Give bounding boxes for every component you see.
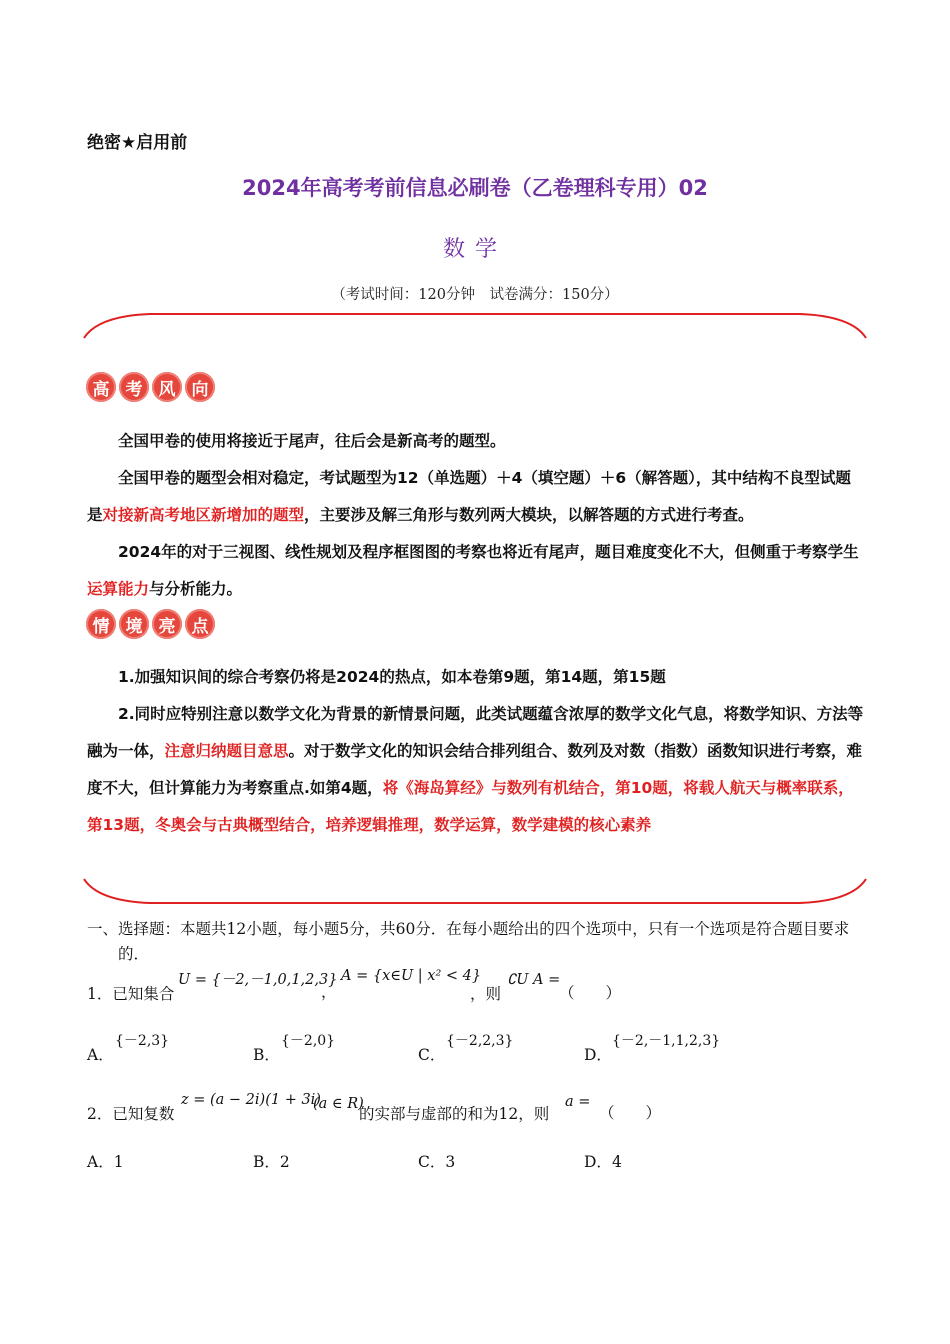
- math-complex-expr: z = (a − 2i)(1 + 3i): [181, 1092, 321, 1108]
- highlight-text: 运算能力: [87, 580, 150, 598]
- question-stem: 1．已知集合: [87, 985, 175, 1003]
- question-2: [87, 1092, 877, 1128]
- badge-char: 情: [86, 609, 116, 639]
- question-text: 的实部与虚部的和为12，则: [359, 1105, 550, 1123]
- badge-char: 风: [152, 372, 182, 402]
- trend-paragraph-1: 全国甲卷的使用将接近于尾声，往后会是新高考的题型。: [118, 432, 506, 450]
- question-text: ，则: [470, 985, 502, 1003]
- badge-char: 高: [86, 372, 116, 402]
- highlight-text: 对接新高考地区新增加的题型: [102, 506, 305, 524]
- highlights-section: [87, 659, 865, 844]
- badge-char: 境: [119, 609, 149, 639]
- confidential-label: 绝密★启用前: [87, 133, 188, 153]
- highlight-text: 将《海岛算经》与数列有机结合，第10题，将载人航天与概率联系，第13题，冬奥会与古典概型结合，培养逻辑推理，数学运算，数学建模的核心素养: [87, 779, 854, 834]
- section-badge-highlights: [86, 609, 215, 639]
- badge-char: 向: [185, 372, 215, 402]
- top-arc-divider: [80, 308, 870, 344]
- subject-title: 数学: [442, 237, 507, 262]
- question-1-options: A． {－2,3} B． {－2,0} C． {－2,2,3} D． {－2,－1,1,2,3}: [87, 1033, 721, 1064]
- question-stem: 2．已知复数: [87, 1105, 175, 1123]
- bottom-arc-divider: [80, 873, 870, 909]
- exam-info: （考试时间：120分钟 试卷满分：150分）: [331, 287, 619, 303]
- page-title: 2024年高考考前信息必刷卷（乙卷理科专用）02: [242, 176, 708, 200]
- badge-char: 亮: [152, 609, 182, 639]
- option-a[interactable]: A．1: [87, 1153, 124, 1171]
- option-b[interactable]: B．2: [253, 1153, 290, 1171]
- option-d[interactable]: D．4: [584, 1153, 622, 1171]
- question-1: [87, 968, 877, 1006]
- badge-char: 点: [185, 609, 215, 639]
- math-set-a: A = {x∈U | x² < 4}: [341, 968, 482, 984]
- math-complement: ∁U A =: [507, 972, 561, 988]
- punctuation: ，: [321, 983, 337, 1001]
- option-c[interactable]: C．3: [418, 1153, 456, 1171]
- highlight-text: 注意归纳题目意思: [164, 742, 289, 760]
- answer-paren: （ ）: [599, 1104, 662, 1122]
- part1-heading: 一、选择题：本题共12小题，每小题5分，共60分．在每小题给出的四个选项中，只有一个选项是符合题目要求的．: [87, 920, 850, 963]
- trend-section: [87, 423, 865, 608]
- highlights-paragraph-1: 1.加强知识间的综合考察仍将是2024的热点，如本卷第9题，第14题，第15题: [118, 668, 666, 686]
- highlights-paragraph-2: 2.同时应特别注意以数学文化为背景的新情景问题，此类试题蕴含浓厚的数学文化气息，将数学知识、方法等融为一体，注意归纳题目意思。对于数学文化的知识会结合排列组合、数列及对数（指数）函数知识进行考察，难度不大，但计算能力为考察重点.如第4题，将《海岛算经》与数列有机结合，第10题，将载人航天与概率联系，第13题，冬奥会与古典概型结合，培养逻辑推理，数学运算，数学建模的核心素养: [87, 705, 864, 834]
- answer-paren: （ ）: [559, 984, 622, 1002]
- math-variable: a =: [565, 1094, 591, 1110]
- math-set-u: U = {－2,－1,0,1,2,3}: [178, 972, 338, 988]
- trend-paragraph-2: 全国甲卷的题型会相对稳定，考试题型为12（单选题）＋4（填空题）＋6（解答题），其中结构不良型试题是对接新高考地区新增加的题型，主要涉及解三角形与数列两大模块，以解答题的方式进行考查。: [87, 469, 851, 524]
- trend-paragraph-3: 2024年的对于三视图、线性规划及程序框图图的考察也将近有尾声，题目难度变化不大，但侧重于考察学生运算能力与分析能力。: [87, 543, 859, 598]
- question-2-options: [87, 1150, 877, 1174]
- section-badge-trend: [86, 372, 215, 402]
- math-condition: (a ∈ R): [313, 1096, 364, 1112]
- badge-char: 考: [119, 372, 149, 402]
